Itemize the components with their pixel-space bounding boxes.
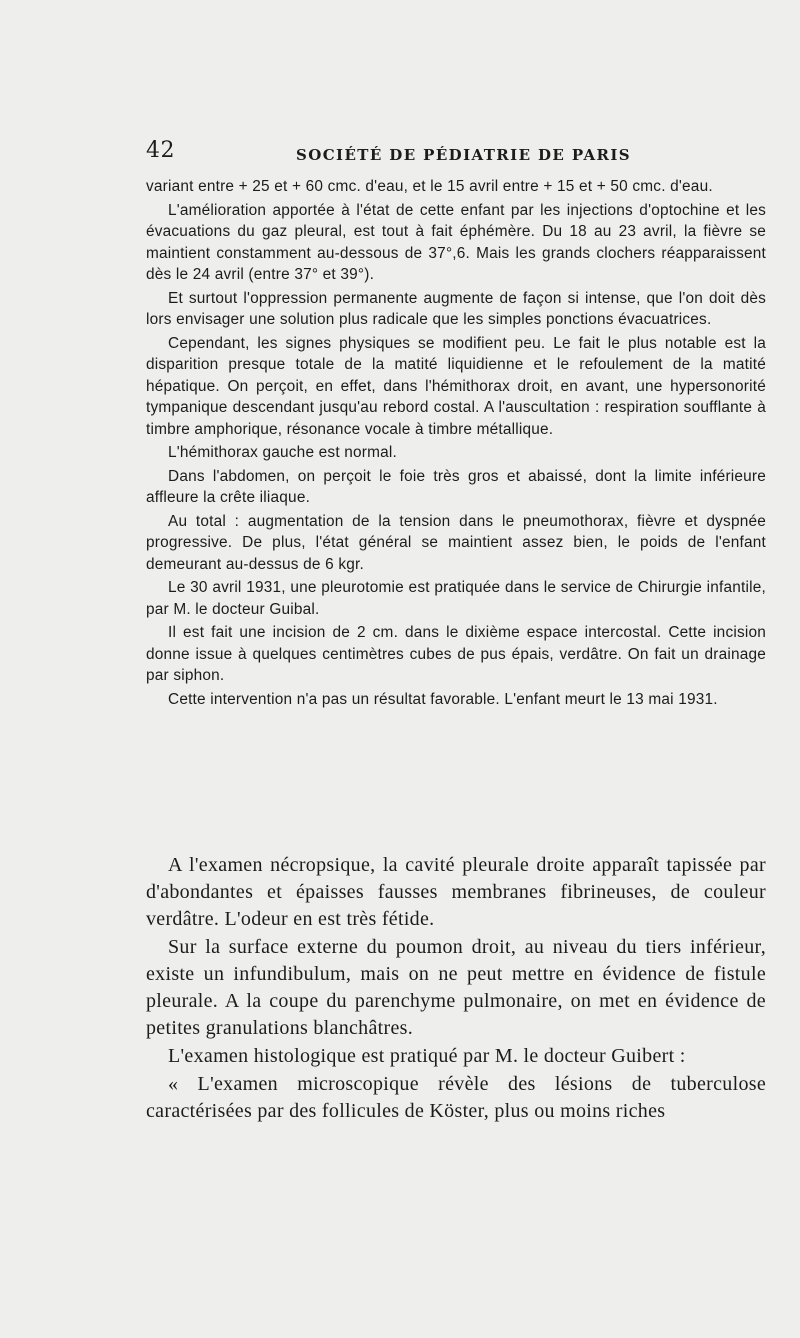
paragraph: Cette intervention n'a pas un résultat favorable. L'enfant meurt le 13 mai 1931. [168,690,718,708]
page-number: 42 [146,138,175,163]
paragraph: Il est fait une incision de 2 cm. dans le dixième espace intercostal. Cette incision donne issue à quelques centimètres cubes de pus épais, verdâtre. On fait un drainage par siphon. [146,624,766,684]
page-header [146,138,766,168]
paragraph: A l'examen nécropsique, la cavité pleurale droite apparaît tapissée par d'abondantes et épaisses fausses membranes fibrineuses, de couleur verdâtre. L'odeur en est très fétide. [146,854,766,930]
paragraph: Au total : augmentation de la tension dans le pneumothorax, fièvre et dyspnée progressive. De plus, l'état général se maintient assez bien, le poids de l'enfant demeurant au-dessus de 6 kgr. [146,512,766,573]
paragraph: L'hémithorax gauche est normal. [168,444,398,461]
paragraph: Et surtout l'oppression permanente augmente de façon si intense, que l'on doit dès lors envisager une solution plus radicale que les simples ponctions évacuatrices. [146,289,766,328]
paragraph: L'examen histologique est pratiqué par M. le docteur Guibert : [168,1045,686,1067]
paragraph: Dans l'abdomen, on perçoit le foie très gros et abaissé, dont la limite inférieure affleure la crête iliaque. [146,467,766,506]
case-report-text [146,176,766,712]
paragraph: Sur la surface externe du poumon droit, au niveau du tiers inférieur, existe un infundibulum, mais on ne peut mettre en évidence de fistule pleurale. A la coupe du parenchyme pulmonaire, on met en évidence de petites granulations blanchâtres. [146,936,766,1039]
paragraph: L'amélioration apportée à l'état de cette enfant par les injections d'optochine et les évacuations du gaz pleural, est tout à fait éphémère. Du 18 au 23 avril, la fièvre se maintient constamment au-dessous de 37°,6. Mais les grands clochers réapparaissent dès le 24 avril (entre 37° et 39°). [146,201,766,283]
running-title: SOCIÉTÉ DE PÉDIATRIE DE PARIS [296,146,632,164]
paragraph: Cependant, les signes physiques se modifient peu. Le fait le plus notable est la disparition presque totale de la matité liquidienne et le refoulement de la matité hépatique. On perçoit, en effet, dans l'hémithorax droit, en avant, une hypersonorité tympanique descendant jusqu'au rebord costal. A l'auscultation : respiration soufflante à timbre amphorique, résonance vocale à timbre métallique. [146,334,766,438]
autopsy-findings-text [146,852,766,1126]
paragraph: « L'examen microscopique révèle des lésions de tuberculose caractérisées par des follicules de Köster, plus ou moins riches [146,1073,766,1122]
paragraph: Le 30 avril 1931, une pleurotomie est pratiquée dans le service de Chirurgie infantile, par M. le docteur Guibal. [146,579,766,618]
paragraph: variant entre + 25 et + 60 cmc. d'eau, et le 15 avril entre + 15 et + 50 cmc. d'eau. [146,178,713,195]
